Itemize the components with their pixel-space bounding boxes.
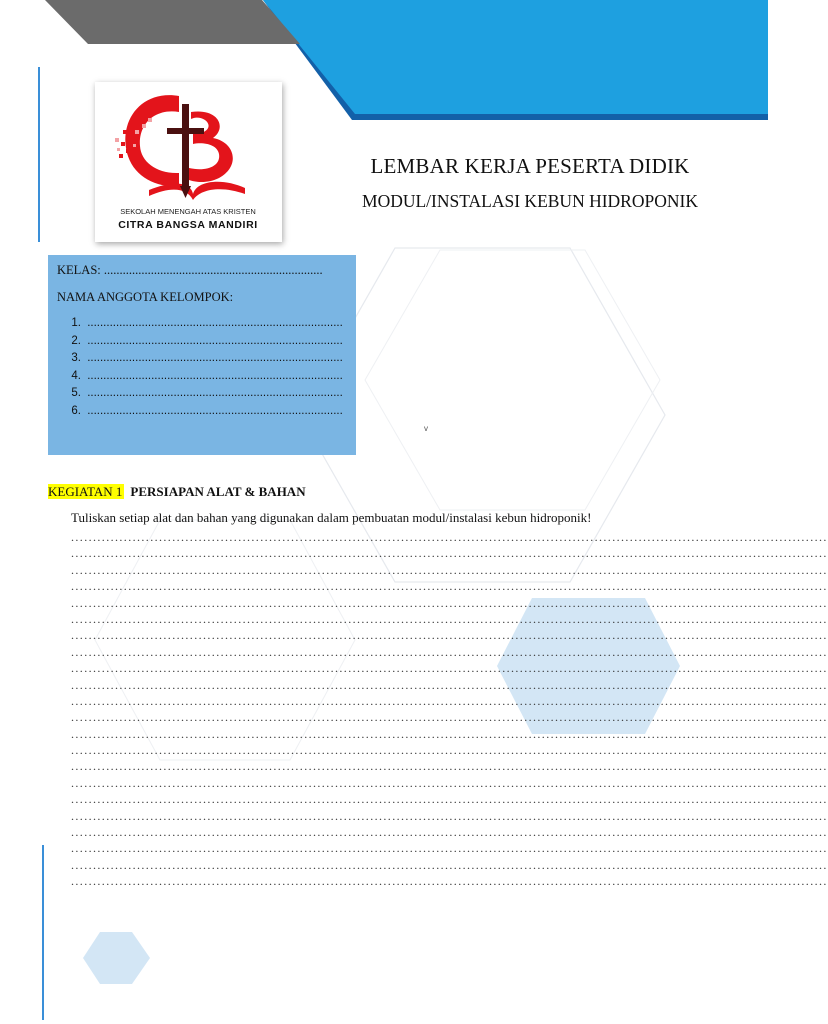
answer-line[interactable]: ............................................................................................................................................................................ — [71, 628, 828, 643]
answer-line[interactable]: ............................................................................................................................................................................ — [71, 693, 828, 708]
member-blank: ................................................................................ — [87, 352, 343, 364]
member-blank: ................................................................................ — [87, 387, 343, 399]
answer-line[interactable]: ............................................................................................................................................................................ — [71, 562, 828, 577]
group-members-list — [57, 315, 356, 420]
answer-line[interactable]: ............................................................................................................................................................................ — [71, 743, 828, 758]
activity-title: PERSIAPAN ALAT & BAHAN — [130, 484, 306, 499]
worksheet-title: LEMBAR KERJA PESERTA DIDIK — [370, 154, 690, 178]
member-number: 1. — [71, 317, 81, 329]
answer-line[interactable]: ............................................................................................................................................................................ — [71, 595, 828, 610]
answer-line[interactable]: ............................................................................................................................................................................ — [71, 857, 828, 872]
member-blank: ................................................................................ — [87, 317, 343, 329]
answer-line[interactable]: ............................................................................................................................................................................ — [71, 792, 828, 807]
answer-line[interactable]: ............................................................................................................................................................................ — [71, 825, 828, 840]
member-number: 3. — [71, 352, 81, 364]
answer-line[interactable]: ............................................................................................................................................................................ — [71, 579, 828, 594]
member-number: 6. — [71, 404, 81, 417]
school-logo-card — [95, 82, 282, 242]
member-blank: ................................................................................ — [87, 404, 343, 417]
school-type-text: SEKOLAH MENENGAH ATAS KRISTEN — [120, 207, 256, 216]
stray-mark: v — [424, 424, 428, 433]
activity-label: KEGIATAN 1 — [48, 484, 123, 499]
answer-line[interactable]: ............................................................................................................................................................................ — [71, 726, 828, 741]
answer-line[interactable]: ............................................................................................................................................................................ — [71, 546, 828, 561]
member-number: 2. — [71, 334, 81, 347]
member-field[interactable] — [57, 368, 356, 386]
member-field[interactable] — [57, 315, 356, 333]
group-members-label: NAMA ANGGOTA KELOMPOK: — [57, 290, 234, 304]
worksheet-subtitle: MODUL/INSTALASI KEBUN HIDROPONIK — [362, 191, 698, 211]
member-field[interactable] — [57, 333, 356, 351]
member-blank: ................................................................................ — [87, 369, 343, 382]
answer-line[interactable]: ............................................................................................................................................................................ — [71, 611, 828, 626]
answer-line[interactable]: ............................................................................................................................................................................ — [71, 808, 828, 823]
activity-heading — [48, 484, 306, 500]
answer-line[interactable]: ............................................................................................................................................................................ — [71, 759, 828, 774]
answer-line[interactable]: ............................................................................................................................................................................ — [71, 677, 828, 692]
member-number: 5. — [71, 387, 81, 399]
answer-line[interactable]: ............................................................................................................................................................................ — [71, 530, 828, 544]
member-field[interactable] — [57, 350, 356, 368]
answer-line[interactable]: ............................................................................................................................................................................ — [71, 841, 828, 856]
answer-line[interactable]: ............................................................................................................................................................................ — [71, 644, 828, 659]
activity-instruction: Tuliskan setiap alat dan bahan yang digunakan dalam pembuatan modul/instalasi kebun hidroponik! — [71, 510, 592, 525]
answer-line[interactable]: ............................................................................................................................................................................ — [71, 710, 828, 725]
header-band-gray-shape — [45, 0, 300, 44]
answer-line[interactable]: ............................................................................................................................................................................ — [71, 775, 828, 790]
kelas-field[interactable]: KELAS: ...................................................................... — [57, 263, 323, 277]
faint-hexagon-outline-2 — [365, 250, 660, 510]
student-info-box — [48, 255, 356, 455]
light-blue-hexagon-small — [83, 932, 150, 984]
answer-line[interactable]: ............................................................................................................................................................................ — [71, 661, 828, 676]
member-blank: ................................................................................ — [87, 334, 343, 347]
answer-lines[interactable] — [71, 530, 828, 893]
member-field[interactable] — [57, 403, 356, 421]
school-name-text: CITRA BANGSA MANDIRI — [118, 219, 258, 231]
answer-line[interactable]: ............................................................................................................................................................................ — [71, 874, 828, 889]
member-field[interactable] — [57, 385, 356, 403]
school-logo-emblem — [95, 82, 282, 242]
member-number: 4. — [71, 369, 81, 382]
